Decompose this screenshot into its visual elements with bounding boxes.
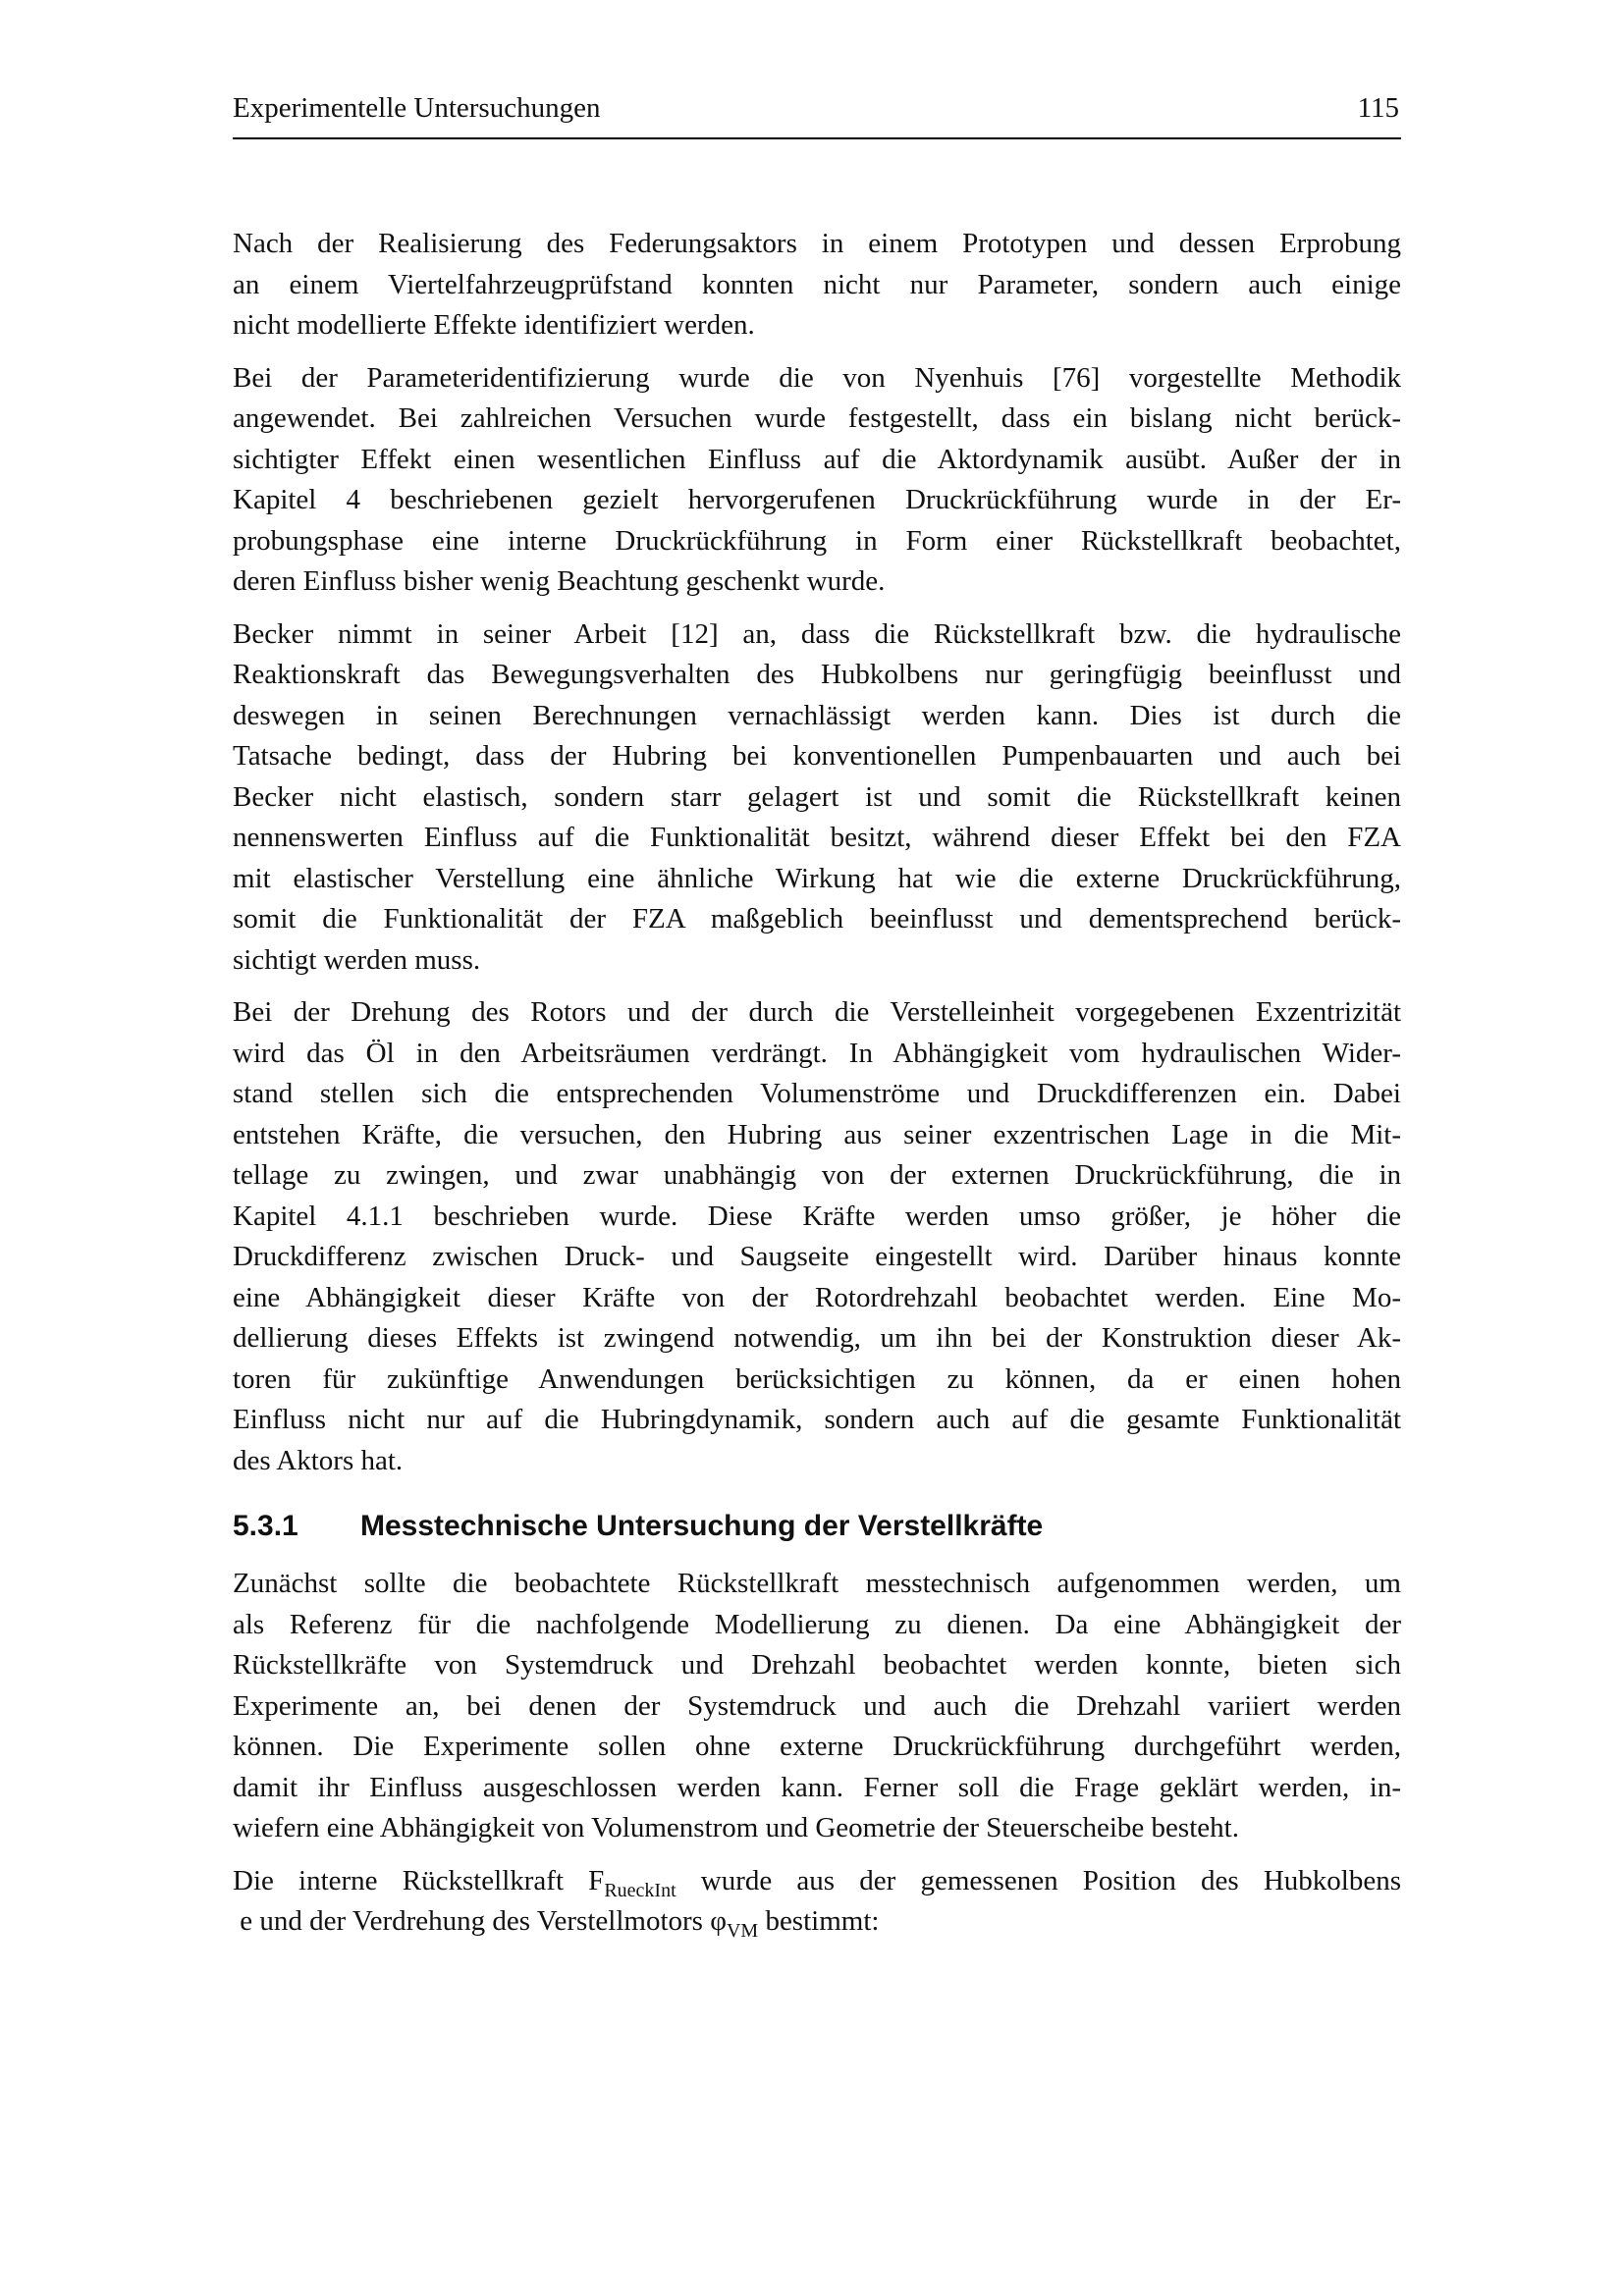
paragraph-line: mit elastischer Verstellung eine ähnliche Wirkung hat wie die externe Druckrückführung, <box>233 862 1401 894</box>
paragraph-line: Experimente an, bei denen der Systemdruck und auch die Drehzahl variiert werden <box>233 1689 1401 1722</box>
paragraph-line: Zunächst sollte die beobachtete Rückstellkraft messtechnisch aufgenommen werden, um <box>233 1568 1401 1599</box>
paragraph-line: Nach der Realisierung des Federungsaktors in einem Prototypen und dessen Erprobung <box>233 228 1401 259</box>
paragraph-line: wird das Öl in den Arbeitsräumen verdrängt. In Abhängigkeit vom hydraulischen Wider- <box>233 1037 1401 1069</box>
page-number: 115 <box>1357 92 1399 124</box>
paragraph-group <box>233 224 1401 1481</box>
paragraph-line: damit ihr Einfluss ausgeschlossen werden kann. Ferner soll die Frage geklärt werden, in- <box>233 1771 1401 1803</box>
paragraph-line: angewendet. Bei zahlreichen Versuchen wurde festgestellt, dass ein bislang nicht berück- <box>233 402 1401 434</box>
paragraph-line: probungsphase eine interne Druckrückführung in Form einer Rückstellkraft beobachtet, <box>233 524 1401 557</box>
paragraph-line: an einem Viertelfahrzeugprüfstand konnten nicht nur Parameter, sondern auch einige <box>233 268 1401 300</box>
paragraph-line: somit die Funktionalität der FZA maßgeblich beeinflusst und dementsprechend berück- <box>233 903 1401 934</box>
running-header <box>233 92 1401 139</box>
symbol-e: e <box>240 1905 253 1937</box>
paragraph-line: toren für zukünftige Anwendungen berücksichtigen zu können, da er einen hohen <box>233 1362 1401 1395</box>
paragraph-line: als Referenz für die nachfolgende Modellierung zu dienen. Da eine Abhängigkeit der <box>233 1608 1401 1640</box>
paragraph-line: dellierung dieses Effekts ist zwingend notwendig, um ihn bei der Konstruktion dieser Ak- <box>233 1322 1401 1354</box>
paragraph-line: tellage zu zwingen, und zwar unabhängig von der externen Druckrückführung, die in <box>233 1159 1401 1191</box>
paragraph-line: Bei der Drehung des Rotors und der durch die Verstelleinheit vorgegebenen Exzentrizität <box>233 996 1401 1028</box>
section-heading <box>233 1507 1401 1546</box>
paragraph-line: nicht modellierte Effekte identifiziert werden. <box>233 309 755 341</box>
paragraph-line: des Aktors hat. <box>233 1444 404 1476</box>
paragraph-line: stand stellen sich die entsprechenden Volumenströme und Druckdifferenzen ein. Dabei <box>233 1078 1401 1109</box>
header-title: Experimentelle Untersuchungen <box>233 92 601 124</box>
body-text <box>233 224 1401 1954</box>
section-number: 5.3.1 <box>233 1510 298 1542</box>
paragraph-line: wiefern eine Abhängigkeit von Volumenstrom und Geometrie der Steuerscheibe besteht. <box>233 1812 1239 1843</box>
paragraph-line: deren Einfluss bisher wenig Beachtung geschenkt wurde. <box>233 565 886 597</box>
paragraph-line: Kapitel 4.1.1 beschrieben wurde. Diese Kräfte werden umso größer, je höher die <box>233 1200 1401 1232</box>
paragraph-line: eine Abhängigkeit dieser Kräfte von der Rotordrehzahl beobachtet werden. Eine Mo- <box>233 1281 1401 1313</box>
section-title: Messtechnische Untersuchung der Verstellkräfte <box>360 1510 1044 1542</box>
subscript: RueckInt <box>604 1879 676 1901</box>
text-run: wurde aus der gemessenen Position des Hubkolbens <box>676 1864 1401 1896</box>
paragraph-line: Becker nicht elastisch, sondern starr gelagert ist und somit die Rückstellkraft keinen <box>233 780 1401 813</box>
paragraph-line: deswegen in seinen Berechnungen vernachlässigt werden kann. Dies ist durch die <box>233 699 1401 731</box>
paragraph <box>233 614 1401 982</box>
paragraph-line: Druckdifferenz zwischen Druck- und Saugseite eingestellt wird. Darüber hinaus konnte <box>233 1241 1401 1272</box>
paragraph-formula-intro <box>233 1861 1401 1943</box>
paragraph-line: Becker nimmt in seiner Arbeit [12] an, dass die Rückstellkraft bzw. die hydraulische <box>233 617 1401 650</box>
paragraph-line: Einfluss nicht nur auf die Hubringdynamik, sondern auch auf die gesamte Funktionalität <box>233 1404 1401 1435</box>
paragraph-line <box>233 1861 1401 1902</box>
paragraph-line: können. Die Experimente sollen ohne externe Druckrückführung durchgeführt werden, <box>233 1731 1401 1762</box>
paragraph-line: Reaktionskraft das Bewegungsverhalten des Hubkolbens nur geringfügig beeinflusst und <box>233 659 1401 690</box>
section-paragraph-group <box>233 1564 1401 1849</box>
paragraph-line: Bei der Parameteridentifizierung wurde die von Nyenhuis [76] vorgestellte Methodik <box>233 361 1401 394</box>
text-run: Die interne Rückstellkraft F <box>233 1864 605 1896</box>
subscript: VM <box>726 1920 759 1942</box>
paragraph-line: entstehen Kräfte, die versuchen, den Hubring aus seiner exzentrischen Lage in die Mit- <box>233 1118 1401 1150</box>
paragraph-line: Kapitel 4 beschriebenen gezielt hervorgerufenen Druckrückführung wurde in der Er- <box>233 484 1401 515</box>
paragraph <box>233 1564 1401 1849</box>
paragraph <box>233 992 1401 1481</box>
paragraph-line: nennenswerten Einfluss auf die Funktionalität besitzt, während dieser Effekt bei den FZA <box>233 822 1401 853</box>
text-run: bestimmt: <box>758 1905 880 1937</box>
symbol-phi: φ <box>710 1905 727 1937</box>
text-run: und der Verdrehung des Verstellmotors <box>252 1905 711 1937</box>
paragraph <box>233 358 1401 603</box>
paragraph-line <box>233 1901 1401 1943</box>
paragraph <box>233 224 1401 347</box>
paragraph-line: sichtigter Effekt einen wesentlichen Einfluss auf die Aktordynamik ausübt. Außer der in <box>233 443 1401 475</box>
paragraph-line: Tatsache bedingt, dass der Hubring bei konventionellen Pumpenbauarten und auch bei <box>233 740 1401 772</box>
paragraph-line: sichtigt werden muss. <box>233 943 481 976</box>
paragraph-line: Rückstellkräfte von Systemdruck und Drehzahl beobachtet werden konnte, bieten sich <box>233 1649 1401 1681</box>
